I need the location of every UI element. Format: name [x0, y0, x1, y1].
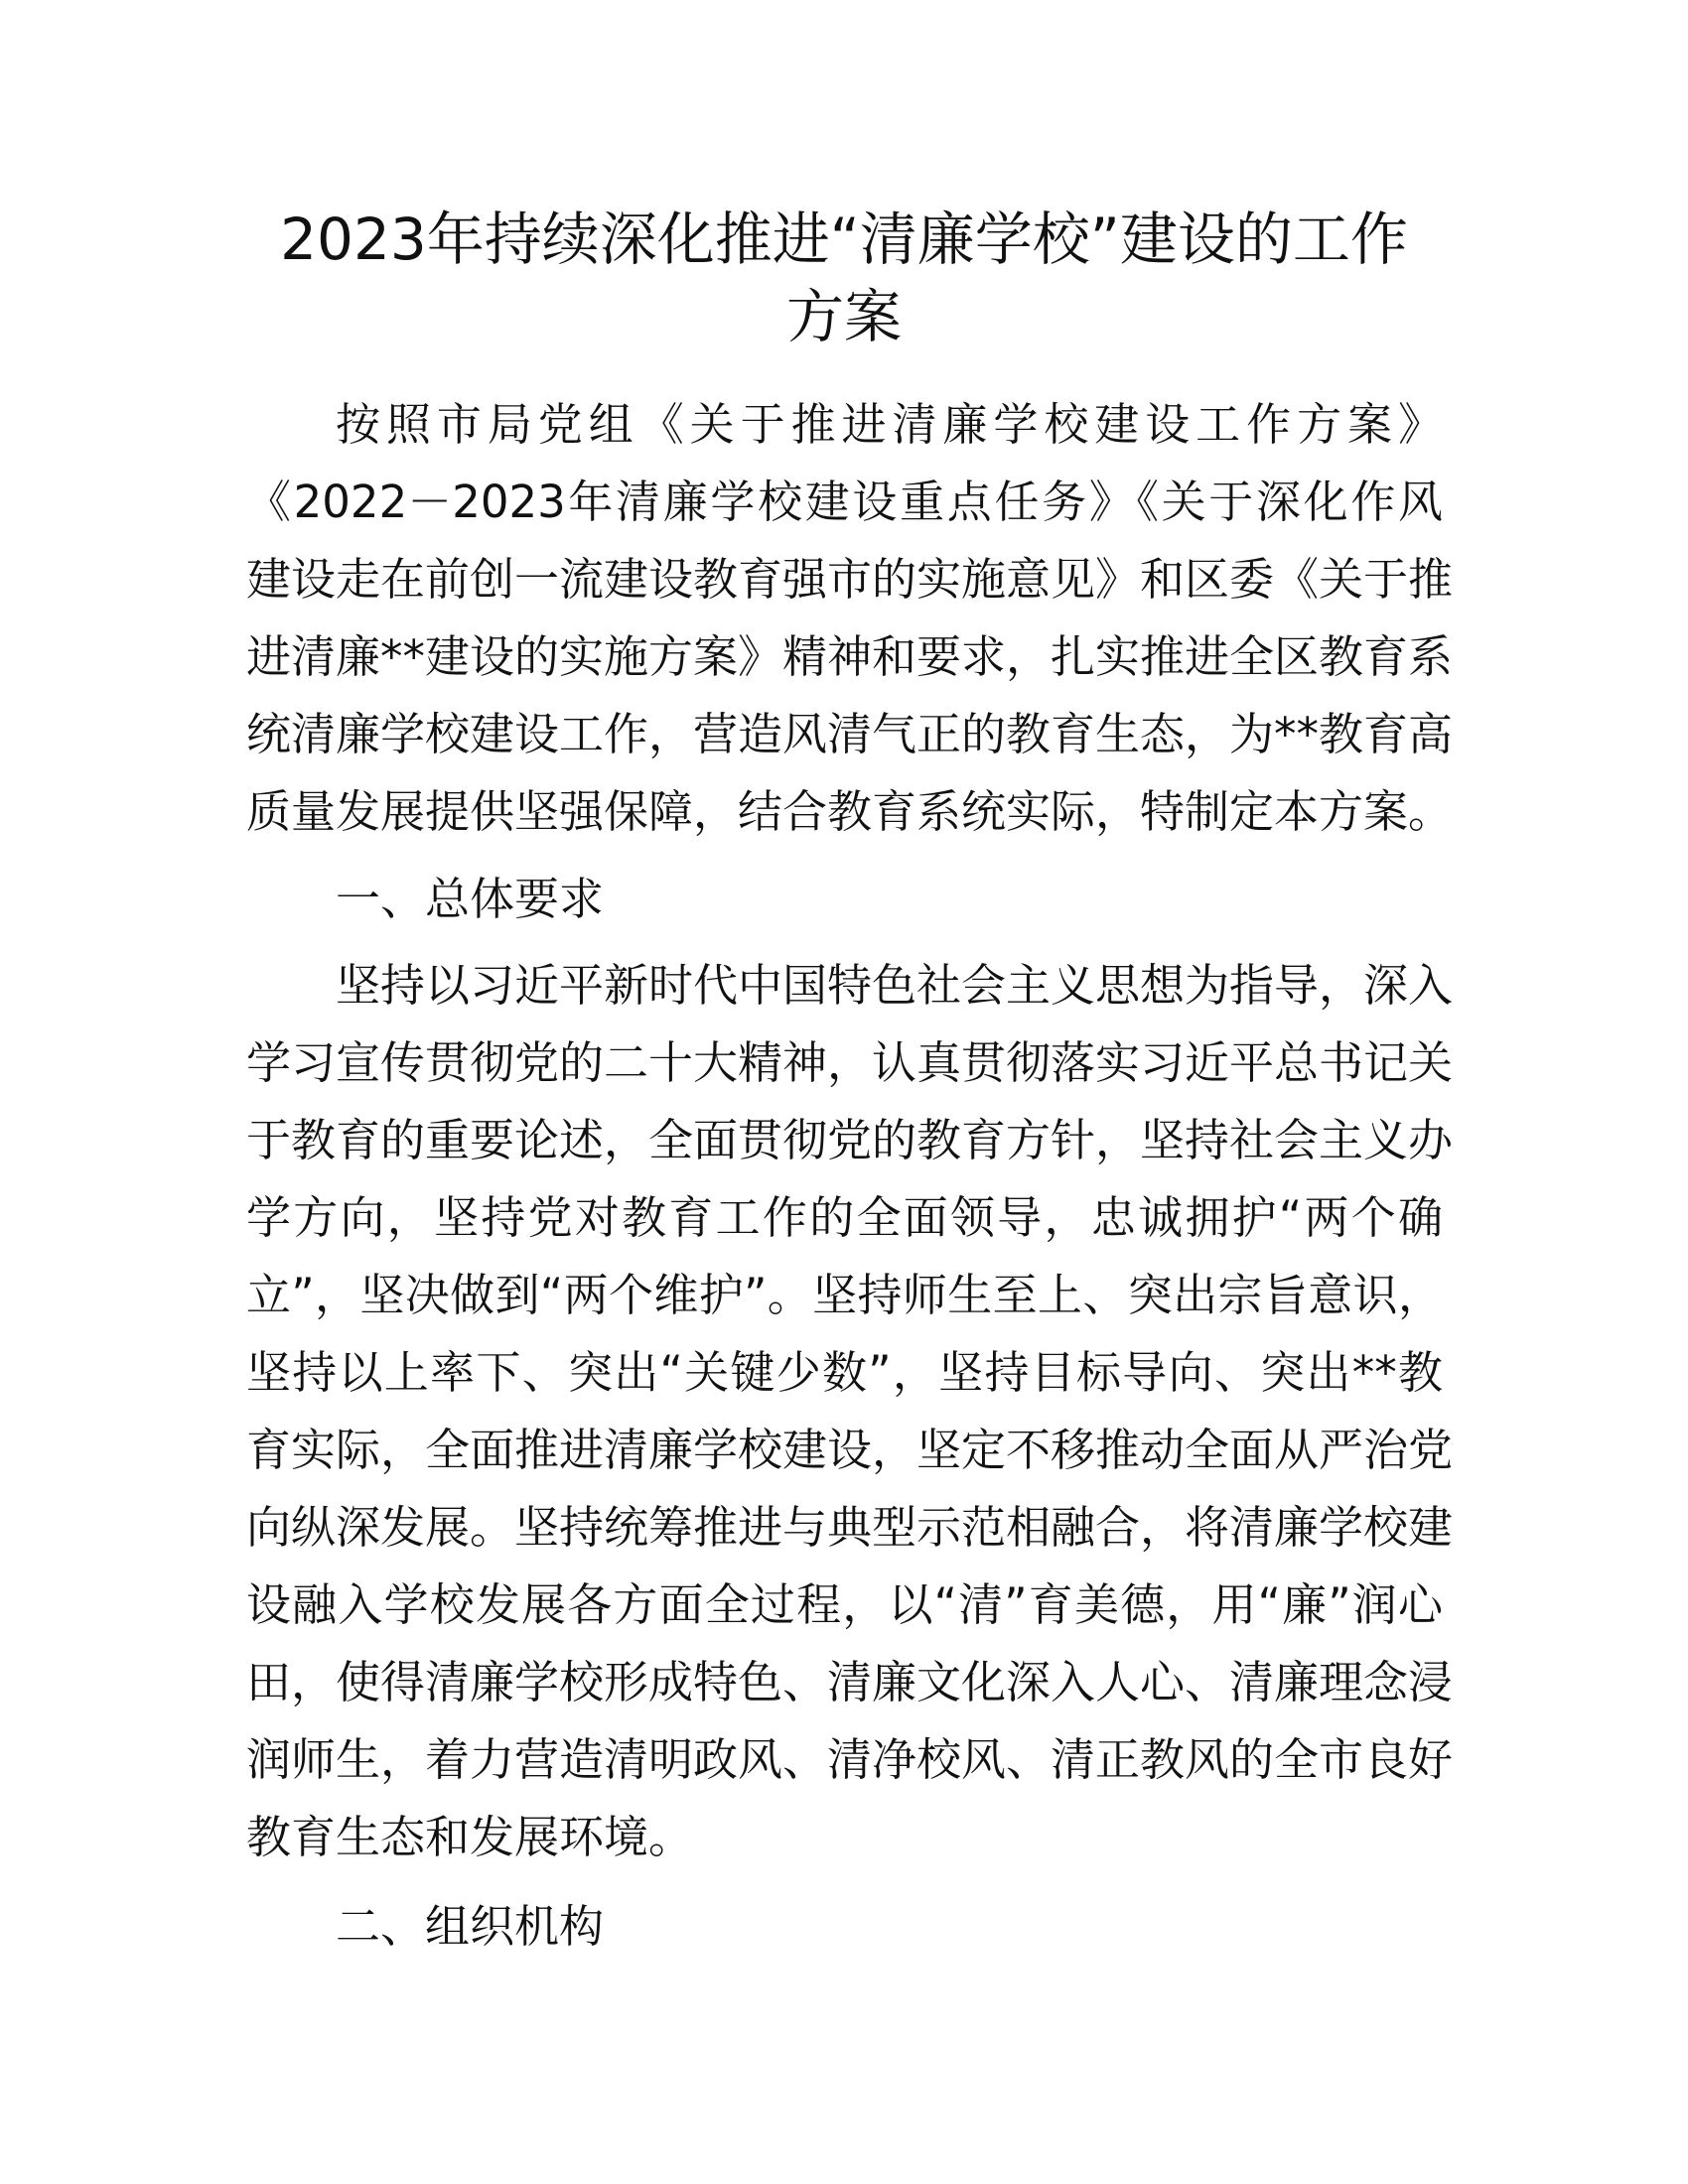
section1-line: 设融入学校发展各方面全过程，以“清”育美德，用“廉”润心: [246, 1578, 1443, 1631]
intro-line: 按照市局党组《关于推进清廉学校建设工作方案》: [336, 398, 1443, 451]
document-title-line-1: 2023年持续深化推进“清廉学校”建设的工作: [280, 205, 1408, 273]
section1-line: 坚持以习近平新时代中国特色社会主义思想为指导，深入: [336, 959, 1454, 1012]
section1-line: 学习宣传贯彻党的二十大精神，认真贯彻落实习近平总书记关: [246, 1036, 1454, 1089]
section1-line: 坚持以上率下、突出“关键少数”，坚持目标导向、突出**教: [246, 1346, 1443, 1399]
intro-line: 建设走在前创一流建设教育强市的实施意见》和区委《关于推: [246, 553, 1454, 606]
section1-line: 田，使得清廉学校形成特色、清廉文化深入人心、清廉理念浸: [246, 1656, 1454, 1708]
intro-line: 统清廉学校建设工作，营造风清气正的教育生态，为**教育高: [246, 708, 1454, 760]
section1-line: 向纵深发展。坚持统筹推进与典型示范相融合，将清廉学校建: [246, 1501, 1454, 1554]
document-title-line-2: 方案: [785, 283, 902, 350]
section1-line: 学方向，坚持党对教育工作的全面领导，忠诚拥护“两个确: [246, 1191, 1443, 1244]
section1-line: 育实际，全面推进清廉学校建设，坚定不移推动全面从严治党: [246, 1424, 1454, 1476]
section1-line: 于教育的重要论述，全面贯彻党的教育方针，坚持社会主义办: [246, 1114, 1454, 1166]
section1-line: 立”，坚决做到“两个维护”。坚持师生至上、突出宗旨意识，: [246, 1269, 1443, 1321]
intro-line: 《2022－2023年清廉学校建设重点任务》《关于深化作风: [246, 476, 1443, 528]
section-heading-organization: 二、组织机构: [336, 1900, 605, 1953]
section1-line: 教育生态和发展环境。: [246, 1811, 694, 1863]
section-heading-general-requirements: 一、总体要求: [336, 873, 605, 925]
intro-line: 进清廉**建设的实施方案》精神和要求，扎实推进全区教育系: [246, 630, 1454, 683]
intro-line: 质量发展提供坚强保障，结合教育系统实际，特制定本方案。: [246, 785, 1454, 838]
section1-line: 润师生，着力营造清明政风、清净校风、清正教风的全市良好: [246, 1733, 1454, 1786]
